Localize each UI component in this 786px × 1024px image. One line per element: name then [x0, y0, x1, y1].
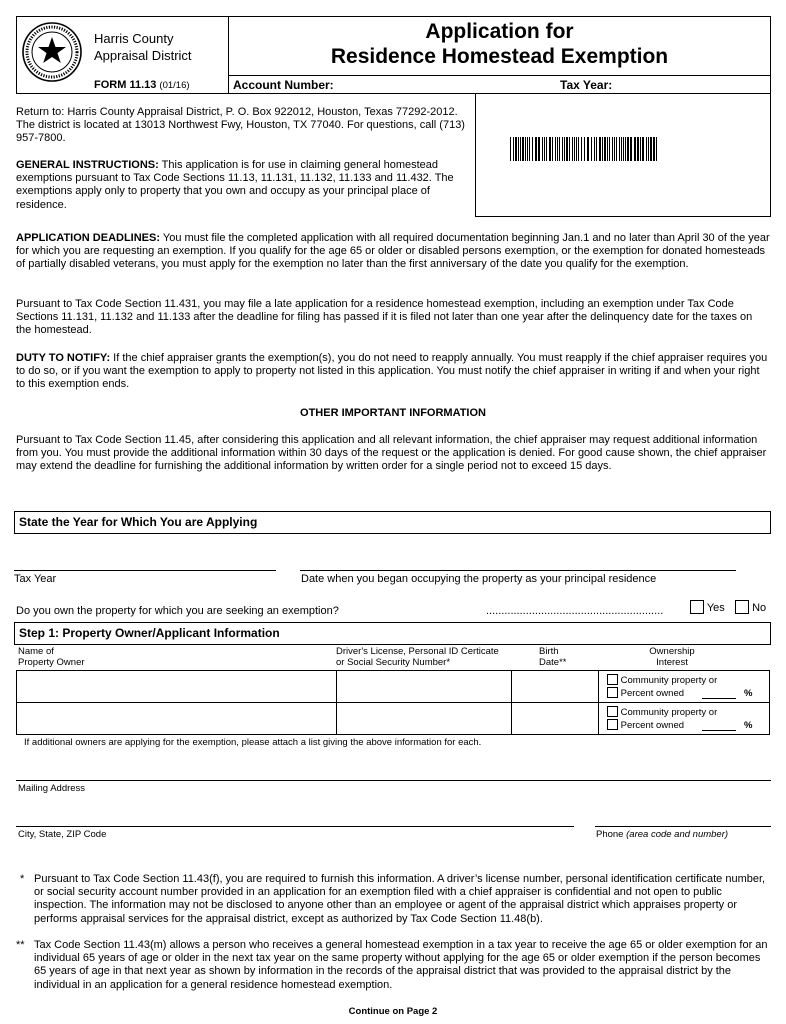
col-id-line-2: or Social Security Number* — [336, 657, 451, 668]
owner-2-percent-checkbox[interactable] — [607, 719, 618, 730]
tax-year-label: Tax Year — [14, 573, 57, 585]
barcode-bar — [625, 137, 626, 161]
barcode-bar — [552, 137, 553, 161]
footnote-2-text — [34, 939, 772, 992]
barcode-bar — [623, 137, 624, 161]
barcode-bar — [648, 137, 649, 161]
owner-table-col-divider-3 — [598, 670, 599, 735]
account-number-field[interactable] — [345, 77, 545, 92]
barcode-bar — [619, 137, 620, 161]
form-date: (01/16) — [159, 80, 190, 91]
owner-2-percent-option[interactable] — [607, 719, 767, 731]
district-line-2: Appraisal District — [94, 48, 192, 63]
col-own-line-1: Ownership — [649, 646, 695, 657]
mailing-address-input-line[interactable] — [16, 780, 771, 781]
barcode-bar — [602, 137, 603, 161]
owner-table-row-divider — [16, 702, 770, 703]
form-number — [94, 79, 190, 91]
year-section-heading: State the Year for Which You are Applying — [19, 515, 258, 529]
col-birth-line-1: Birth — [539, 646, 559, 657]
phone-input-line[interactable] — [595, 826, 771, 827]
barcode-bar — [564, 137, 565, 161]
footnote-1-text — [34, 873, 772, 926]
owner-2-name-input[interactable] — [18, 704, 334, 733]
owner-1-percent-option[interactable] — [607, 687, 767, 699]
other-info-heading: OTHER IMPORTANT INFORMATION — [300, 407, 486, 419]
owner-1-percent-checkbox[interactable] — [607, 687, 618, 698]
owner-2-ownership — [607, 706, 767, 731]
city-state-zip-label: City, State, ZIP Code — [18, 829, 107, 840]
deadlines-text: You must file the completed application with all required documentation beginning Jan.1 and no later than April 30 of the year for which you are requesting an exemption. If you qualify for the age 65 or older or disabled persons exemption, or the exemption for donated homesteads of partially disabled veterans, you must apply for the exemption no later than the first anniversary of the date you qualify for the exemption. — [16, 232, 770, 271]
owner-table-col-divider-1 — [336, 670, 337, 735]
general-instructions-text: This application is for use in claiming general homestead exemptions pursuant to Tax Code Sections 11.13, 11.131, 11.132, 11.133 and 11.432. The exemptions apply only to property that you own and occupy as your principal place of residence. — [16, 159, 454, 211]
barcode-bar — [650, 137, 652, 161]
district-name — [94, 30, 192, 64]
yes-checkbox[interactable] — [690, 600, 704, 614]
barcode-bar — [594, 137, 595, 161]
owner-1-community-label: Community property or — [620, 675, 718, 686]
owner-2-percent-input[interactable] — [702, 730, 736, 731]
barcode-bar — [513, 137, 514, 161]
barcode-bar — [535, 137, 537, 161]
title-line-2: Residence Homestead Exemption — [330, 45, 669, 68]
form-title — [228, 19, 771, 69]
form-number-label: FORM 11.13 — [94, 79, 157, 91]
barcode-bar — [587, 137, 589, 161]
barcode-bar — [584, 137, 585, 161]
barcode-bar — [630, 137, 632, 161]
barcode-bar — [542, 137, 543, 161]
owner-1-pct-sign: % — [744, 688, 753, 699]
barcode-bar — [653, 137, 655, 161]
no-label: No — [752, 602, 767, 614]
occupy-date-input-line[interactable] — [300, 570, 736, 571]
late-application-text: Pursuant to Tax Code Section 11.431, you may file a late application for a residence homestead exemption, including an exemption under Tax Code Sections 11.131, 11.132 and 11.133 after the deadline for filing has passed if it is filed not later than one year after the delinquency date for the taxes on the homestead. — [16, 298, 753, 337]
continue-note: Continue on Page 2 — [348, 1006, 438, 1017]
footnote-1-body: Pursuant to Tax Code Section 11.43(f), you are required to furnish this information. A driver’s license number, personal identification certificate number, or social security account number provided in an application for an exemption filed with a chief appraiser is confidential and not open to public inspection. The information may not be disclosed to anyone other than an employee or agent of the appraisal district which appraises property or performs appraisal services for the appraisal district, except as authorized by Tax Code Section 11.48(b). — [34, 873, 766, 925]
col-birth-line-2: Date** — [539, 657, 567, 668]
owner-1-ownership — [607, 674, 767, 699]
general-instructions — [16, 159, 471, 212]
col-name-line-2: Property Owner — [18, 657, 85, 668]
footnote-2-body: Tax Code Section 11.43(m) allows a person who receives a general homestead exemption in a tax year to receive the age 65 or older exemption for an individual 65 years of age or older in the next tax year on the same property without applying for the age 65 or older exemption if the person becomes 65 years of age in that next year as shown by information in the records of the appraisal district that was provided to the appraisal district by the individual in an application for a general residence homestead exemption. — [34, 939, 768, 991]
application-deadlines — [16, 232, 770, 272]
footnote-2-mark: ** — [16, 939, 25, 951]
barcode-bar — [646, 137, 647, 161]
col-name-header — [18, 646, 85, 668]
barcode-bar — [566, 137, 568, 161]
barcode-bar — [627, 137, 629, 161]
barcode-bar — [562, 137, 563, 161]
barcode-bar — [616, 137, 617, 161]
barcode-bar — [581, 137, 582, 161]
owner-2-community-checkbox[interactable] — [607, 706, 618, 717]
barcode-bar — [538, 137, 540, 161]
owner-2-percent-label: Percent owned — [620, 720, 685, 731]
owner-table-col-divider-2 — [511, 670, 512, 735]
barcode-bar — [656, 137, 657, 161]
barcode-bar — [525, 137, 526, 161]
owner-2-community-label: Community property or — [620, 707, 718, 718]
barcode-bar — [555, 137, 556, 161]
barcode-bar — [607, 137, 608, 161]
account-number-label: Account Number: — [233, 78, 334, 92]
no-checkbox[interactable] — [735, 600, 749, 614]
col-own-header — [632, 646, 712, 668]
own-property-question: Do you own the property for which you are seeking an exemption? — [16, 605, 339, 617]
no-option[interactable] — [735, 600, 766, 614]
barcode-bar — [520, 137, 521, 161]
district-line-1: Harris County — [94, 31, 174, 46]
barcode-bar — [591, 137, 592, 161]
col-own-line-2: Interest — [656, 657, 688, 668]
barcode-bar — [637, 137, 639, 161]
barcode-bar — [609, 137, 610, 161]
other-info-text: Pursuant to Tax Code Section 11.45, after considering this application and all relevant information, the chief appraiser may request additional information from you. You must provide the additional information within 30 days of the request or the application is denied. For good cause shown, the chief appraiser may extend the deadline for furnishing the additional information by written order for a single period not to exceed 15 days. — [16, 434, 767, 473]
duty-label: DUTY TO NOTIFY: — [16, 352, 111, 364]
barcode-bar — [518, 137, 519, 161]
barcode-bar — [532, 137, 533, 161]
barcode-bar — [546, 137, 547, 161]
occupy-date-label: Date when you began occupying the property as your principal residence — [301, 573, 657, 585]
footnote-1-mark: * — [20, 873, 25, 885]
barcode-bar — [614, 137, 615, 161]
barcode-bar — [599, 137, 601, 161]
col-id-line-1: Driver's License, Personal ID Certicate — [336, 646, 499, 657]
duty-text: If the chief appraiser grants the exemption(s), you do not need to reapply annually. You must reapply if the chief appraiser requires you to do so, or if you want the exemption to apply to property not listed in this application. You must notify the chief appraiser in writing if and when your right to this exemption ends. — [16, 352, 768, 391]
additional-owners-note: If additional owners are applying for the exemption, please attach a list giving the above information for each. — [24, 737, 482, 748]
yes-label: Yes — [706, 602, 725, 614]
col-birth-header — [539, 646, 566, 668]
barcode-bar — [642, 137, 644, 161]
yes-option[interactable] — [690, 600, 725, 614]
general-instructions-label: GENERAL INSTRUCTIONS: — [16, 159, 159, 171]
barcode-bar — [576, 137, 577, 161]
barcode-bar — [578, 137, 579, 161]
owner-1-percent-label: Percent owned — [620, 688, 685, 699]
owner-1-community-option[interactable] — [607, 674, 767, 686]
owner-2-id-input[interactable] — [338, 704, 509, 733]
barcode-bar — [596, 137, 597, 161]
mailing-address-label: Mailing Address — [18, 783, 86, 794]
barcode-bar — [621, 137, 622, 161]
tax-year-field-header[interactable] — [625, 77, 765, 92]
owner-1-percent-input[interactable] — [702, 698, 736, 699]
tax-year-input-line[interactable] — [14, 570, 276, 571]
barcode-bar — [640, 137, 641, 161]
barcode-bar — [634, 137, 636, 161]
barcode — [510, 137, 660, 161]
barcode-bar — [559, 137, 560, 161]
col-name-line-1: Name of — [18, 646, 54, 657]
barcode-bar — [529, 137, 530, 161]
seal-logo — [22, 22, 82, 82]
col-id-header — [336, 646, 499, 668]
owner-2-pct-sign: % — [744, 720, 753, 731]
phone-hint: (area code and number) — [626, 829, 729, 840]
barcode-bar — [544, 137, 545, 161]
barcode-bar — [510, 137, 511, 161]
barcode-bar — [569, 137, 570, 161]
deadlines-label: APPLICATION DEADLINES: — [16, 232, 161, 244]
title-line-1: Application for — [425, 20, 574, 43]
phone-label — [596, 829, 728, 840]
owner-1-id-input[interactable] — [338, 672, 509, 701]
owner-1-name-input[interactable] — [18, 672, 334, 701]
owner-2-birth-input[interactable] — [513, 704, 596, 733]
phone-label-text: Phone — [596, 829, 624, 840]
duty-to-notify — [16, 352, 770, 392]
barcode-bar — [612, 137, 613, 161]
city-state-zip-input-line[interactable] — [16, 826, 574, 827]
owner-1-community-checkbox[interactable] — [607, 674, 618, 685]
barcode-bar — [557, 137, 558, 161]
barcode-bar — [515, 137, 517, 161]
barcode-bar — [572, 137, 573, 161]
step1-heading: Step 1: Property Owner/Applicant Information — [19, 626, 280, 640]
owner-1-birth-input[interactable] — [513, 672, 596, 701]
own-property-dots: .......................................................... — [486, 605, 664, 617]
barcode-bar — [527, 137, 528, 161]
return-to-text: Return to: Harris County Appraisal District, P. O. Box 922012, Houston, Texas 77292-2012. The district is located at 13013 Northwest Fwy, Houston, TX 77040. For questions, call (713) 957-7800. — [16, 106, 465, 145]
barcode-bar — [604, 137, 606, 161]
barcode-bar — [549, 137, 551, 161]
barcode-bar — [522, 137, 524, 161]
tax-year-label-header: Tax Year: — [560, 78, 613, 92]
barcode-bar — [574, 137, 575, 161]
owner-2-community-option[interactable] — [607, 706, 767, 718]
